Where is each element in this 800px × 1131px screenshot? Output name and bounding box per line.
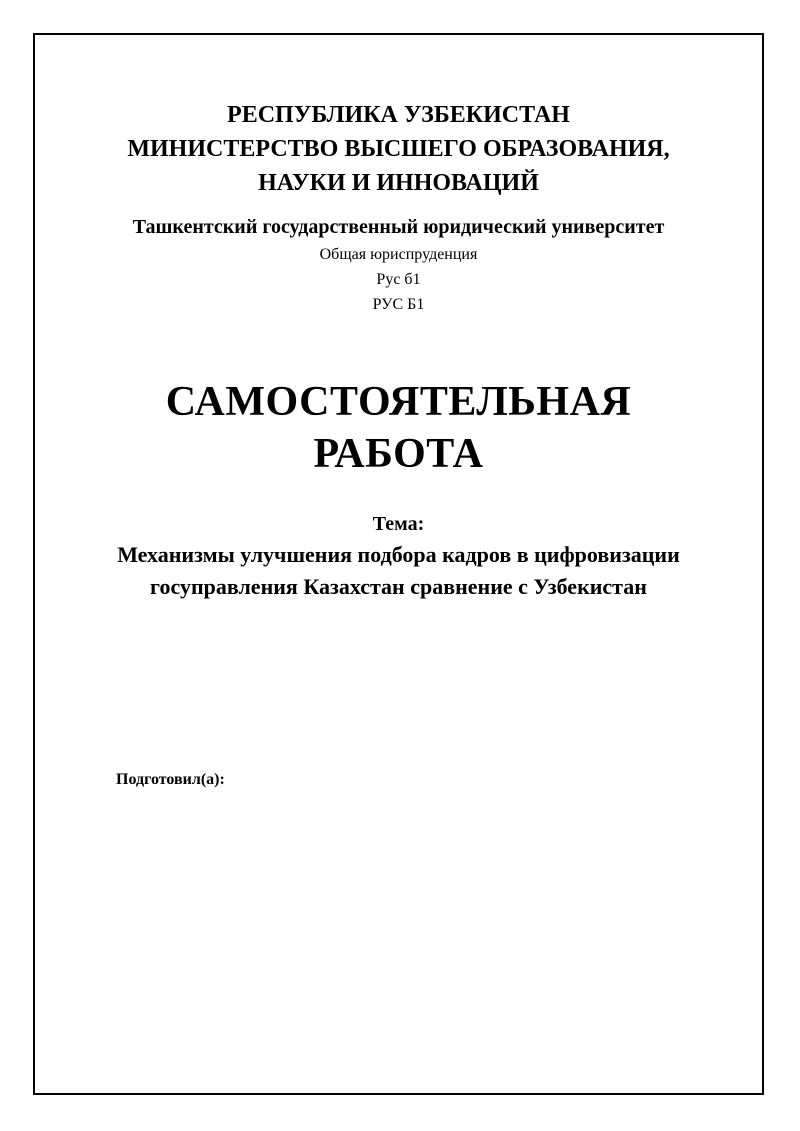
university-name: Ташкентский государственный юридический университет (132, 216, 665, 238)
group-name-upper: РУС Б1 (372, 296, 425, 313)
page-border-frame (33, 33, 764, 1095)
theme-line-2: госуправления Казахстан сравнение с Узбекистан (150, 574, 647, 599)
header-country: РЕСПУБЛИКА УЗБЕКИСТАН (227, 102, 570, 128)
theme-text (35, 539, 762, 603)
theme-label: Тема: (372, 513, 425, 535)
title-line-1: САМОСТОЯТЕЛЬНАЯ (165, 379, 632, 425)
course-info (35, 242, 762, 317)
header-ministry: МИНИСТЕРСТВО ВЫСШЕГО ОБРАЗОВАНИЯ, (127, 136, 670, 162)
document-title (35, 376, 762, 480)
prepared-by-label: Подготовил(а): (116, 771, 225, 788)
ministry-header (35, 98, 762, 200)
group-name: Рус б1 (376, 271, 421, 288)
title-line-2: РАБОТА (313, 431, 484, 477)
theme-line-1: Механизмы улучшения подбора кадров в цифровизации (117, 542, 680, 567)
faculty-name: Общая юриспруденция (319, 246, 478, 263)
header-ministry-cont: НАУКИ И ИННОВАЦИЙ (258, 170, 539, 196)
